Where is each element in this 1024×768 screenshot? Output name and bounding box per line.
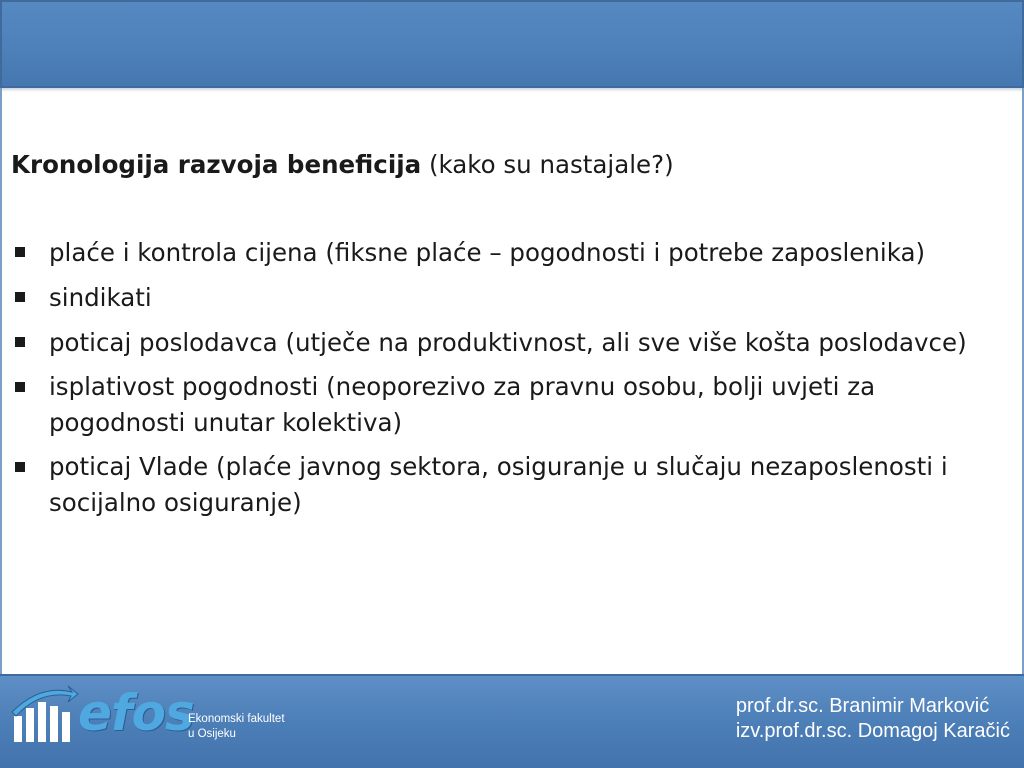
logo-subtitle-line2: u Osijeku [188, 728, 236, 740]
author-1: prof.dr.sc. Branimir Marković [735, 695, 990, 717]
slide-heading [11, 146, 1001, 184]
square-bullet-icon [15, 292, 25, 302]
square-bullet-icon [15, 382, 25, 392]
bullet-text: sindikati [49, 283, 152, 312]
square-bullet-icon [15, 247, 25, 257]
slide-content [11, 146, 1001, 529]
logo-subtitle [188, 712, 285, 742]
bullet-item [11, 369, 1001, 441]
heading-strong: Kronologija razvoja beneficija [11, 150, 422, 179]
bullet-text: isplativost pogodnosti (neoporezivo za pravnu osobu, bolji uvjeti za pogodnosti unutar kolektiva) [49, 372, 876, 437]
bullet-item [11, 449, 1001, 521]
efos-chart-arrow-icon [10, 682, 80, 752]
author-2: izv.prof.dr.sc. Domagoj Karačić [735, 720, 1010, 742]
logo-subtitle-line1: Ekonomski fakultet [188, 713, 285, 725]
header-bar [0, 0, 1024, 88]
bullet-item [11, 234, 1001, 271]
bullet-item [11, 324, 1001, 361]
square-bullet-icon [15, 462, 25, 472]
efos-logo [10, 682, 310, 752]
bullet-item [11, 279, 1001, 316]
logo-wordmark: efos [78, 684, 194, 742]
square-bullet-icon [15, 337, 25, 347]
bullet-text: poticaj Vlade (plaće javnog sektora, osiguranje u slučaju nezaposlenosti i socijalno osiguranje) [49, 452, 948, 517]
authors [736, 694, 1010, 744]
heading-rest: (kako su nastajale?) [421, 150, 674, 179]
bullet-list [11, 234, 1001, 521]
bullet-text: poticaj poslodavca (utječe na produktivnost, ali sve više košta poslodavce) [49, 328, 967, 357]
header-shadow [0, 88, 1024, 92]
frame-left-border [0, 88, 2, 674]
bullet-text: plaće i kontrola cijena (fiksne plaće – pogodnosti i potrebe zaposlenika) [49, 238, 926, 267]
